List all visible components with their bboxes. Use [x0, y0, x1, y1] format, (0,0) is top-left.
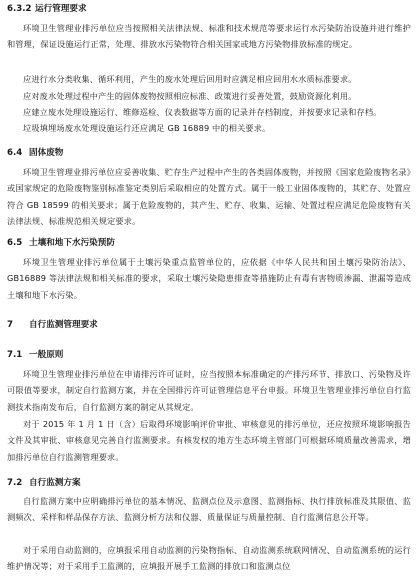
- heading-title: 自行监测管理要求: [29, 320, 98, 330]
- heading-7: [7, 318, 98, 330]
- heading-number: 7: [7, 320, 13, 330]
- paragraph: 应建立废水处理设施运行、维修巡检、仪表数据等方面的记录并存档制度，并按要求记录和存档。: [23, 107, 382, 117]
- paragraph: 环境卫生管理业排污单位属于土壤污染重点监管单位的，应依据《中华人民共和国土壤污染防治法》、GB16889 等法律法规和相关标准的要求，采取土壤污染隐患排查等措施防止有毒有害物质渗漏、泄漏等造成土壤和地下水污染。: [7, 257, 411, 300]
- paragraph: 自行监测方案中应明确排污单位的基本情况、监测点位及示意图、监测指标、执行排放标准及其限值、监测频次、采样和样品保存方法、监测分析方法和仪器、质量保证与质量控制、自行监测信息公开等。: [7, 496, 411, 523]
- paragraph: 环境卫生管理业排污单位应当按照相关法律法规、标准和技术规范等要求运行水污染防治设施并进行维护和管理，保证设施运行正常，处理、排放水污染物符合相关国家或地方污染物排放标准的规定。: [7, 23, 411, 50]
- heading-number: 6.4: [7, 148, 23, 158]
- paragraph: 环境卫生管理业排污单位应妥善收集、贮存生产过程中产生的各类固体废物，并按照《国家危险废物名录》或国家规定的危险废物鉴别标准鉴定类别后采取相应的处置方式。属于一般工业固体废物的，其贮存、处置应符合 GB 18599 的相关要求；属于危险废物的，其产生、贮存、收集、运输、处置过程应满足危险废物有关法律法规、标准规范相关规定要求。: [7, 167, 411, 227]
- heading-number: 7.2: [7, 478, 23, 488]
- heading-6-5: [7, 236, 115, 248]
- heading-title: 土壤和地下水污染预防: [29, 238, 115, 248]
- heading-number: 6.5: [7, 238, 23, 248]
- paragraph: 对于采用自动监测的，应填报采用自动监测的污染物指标、自动监测系统联网情况、自动监测系统的运行维护情况等；对于采用手工监测的，应填报开展手工监测的排放口和监测点位: [7, 545, 411, 572]
- heading-7-1: [7, 348, 63, 360]
- heading-7-2: [7, 476, 81, 488]
- heading-title: 固体废物: [29, 148, 64, 158]
- heading-title: 一般原则: [29, 350, 64, 360]
- heading-number: 6.3.2: [7, 4, 32, 14]
- paragraph: 应进行水分类收集、循环利用，产生的废水处理后回用时应满足相应回用水水质标准要求。: [23, 74, 357, 84]
- heading-number: 7.1: [7, 350, 23, 360]
- paragraph: 垃圾填埋场废水处理设施运行还应满足 GB 16889 中的相关要求。: [23, 123, 271, 133]
- paragraph: 应对废水处理过程中产生的固体废物按照相应标准、政策进行妥善处置，鼓励资源化利用。: [23, 91, 357, 101]
- heading-6-3-2: [7, 2, 87, 14]
- paragraph: 对于 2015 年 1 月 1 日（含）后取得环境影响评价审批、审核意见的排污单位，还应按照环境影响报告文件及其审批、审核意见完善自行监测要求。有核发权的地方生态环境主管部门可根据环境质量改善需求，增加排污单位自行监测管理要求。: [7, 419, 411, 462]
- heading-title: 自行监测方案: [29, 478, 81, 488]
- paragraph: 环境卫生管理业排污单位在申请排污许可证时，应当按照本标准确定的产排污环节、排放口、污染物及许可限值等要求，制定自行监测方案，并在全国排污许可证管理信息平台申报。环境卫生管理业排污单位自行监测技术指南发布后，自行监测方案的制定从其规定。: [7, 369, 411, 412]
- heading-6-4: [7, 146, 63, 158]
- heading-title: 运行管理要求: [35, 4, 87, 14]
